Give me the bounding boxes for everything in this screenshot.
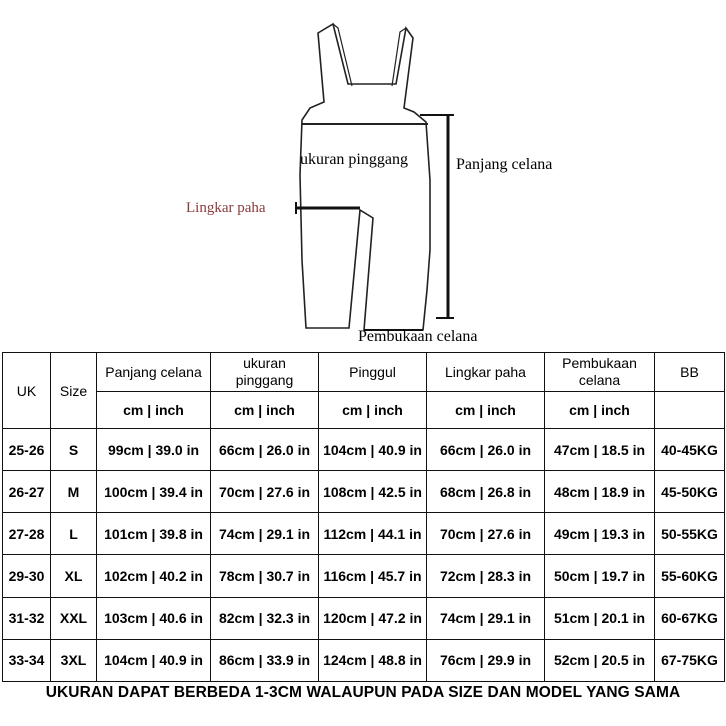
cell-bb: 45-50KG — [655, 471, 725, 513]
cell-length: 102cm | 40.2 in — [97, 555, 211, 597]
unit-row — [3, 392, 725, 429]
cell-size: XXL — [51, 597, 97, 639]
cell-hem: 48cm | 18.9 in — [545, 471, 655, 513]
cell-hem: 50cm | 19.7 in — [545, 555, 655, 597]
cell-length: 99cm | 39.0 in — [97, 429, 211, 471]
cell-hem: 49cm | 19.3 in — [545, 513, 655, 555]
overalls-outline — [300, 24, 430, 330]
cell-bb: 60-67KG — [655, 597, 725, 639]
cell-length: 100cm | 39.4 in — [97, 471, 211, 513]
cell-hip: 116cm | 45.7 in — [319, 555, 427, 597]
cell-thigh: 68cm | 26.8 in — [427, 471, 545, 513]
length-label: Panjang celana — [456, 156, 553, 173]
cell-bb: 55-60KG — [655, 555, 725, 597]
cell-hip: 104cm | 40.9 in — [319, 429, 427, 471]
cell-waist: 66cm | 26.0 in — [211, 429, 319, 471]
disclaimer-footer: UKURAN DAPAT BERBEDA 1-3CM WALAUPUN PADA SIZE DAN MODEL YANG SAMA — [45, 684, 681, 701]
header-size: Size — [51, 353, 97, 429]
cell-length: 103cm | 40.6 in — [97, 597, 211, 639]
cell-uk: 25-26 — [3, 429, 51, 471]
cell-thigh: 70cm | 27.6 in — [427, 513, 545, 555]
waist-label: ukuran pinggang — [300, 151, 408, 168]
hem-label: Pembukaan celana — [358, 328, 478, 345]
overalls-diagram — [0, 0, 726, 352]
cell-uk: 33-34 — [3, 639, 51, 681]
cell-hip: 112cm | 44.1 in — [319, 513, 427, 555]
unit-cell: cm | inch — [211, 392, 319, 429]
cell-uk: 29-30 — [3, 555, 51, 597]
header-waist: ukuran pinggang — [211, 353, 319, 392]
cell-waist: 74cm | 29.1 in — [211, 513, 319, 555]
cell-uk: 27-28 — [3, 513, 51, 555]
cell-hem: 51cm | 20.1 in — [545, 597, 655, 639]
cell-bb: 67-75KG — [655, 639, 725, 681]
table-row — [3, 597, 725, 639]
unit-cell: cm | inch — [97, 392, 211, 429]
cell-thigh: 76cm | 29.9 in — [427, 639, 545, 681]
table-row — [3, 639, 725, 681]
header-bb: BB — [655, 353, 725, 392]
cell-length: 101cm | 39.8 in — [97, 513, 211, 555]
table-row — [3, 471, 725, 513]
table-row — [3, 513, 725, 555]
cell-waist: 70cm | 27.6 in — [211, 471, 319, 513]
cell-thigh: 66cm | 26.0 in — [427, 429, 545, 471]
cell-bb: 50-55KG — [655, 513, 725, 555]
cell-thigh: 74cm | 29.1 in — [427, 597, 545, 639]
cell-hem: 52cm | 20.5 in — [545, 639, 655, 681]
cell-hip: 108cm | 42.5 in — [319, 471, 427, 513]
cell-length: 104cm | 40.9 in — [97, 639, 211, 681]
header-uk: UK — [3, 353, 51, 429]
unit-cell: cm | inch — [545, 392, 655, 429]
header-row — [3, 353, 725, 392]
header-thigh: Lingkar paha — [427, 353, 545, 392]
header-hem: Pembukaan celana — [545, 353, 655, 392]
cell-hem: 47cm | 18.5 in — [545, 429, 655, 471]
cell-thigh: 72cm | 28.3 in — [427, 555, 545, 597]
cell-size: 3XL — [51, 639, 97, 681]
unit-cell — [655, 392, 725, 429]
cell-hip: 120cm | 47.2 in — [319, 597, 427, 639]
cell-size: S — [51, 429, 97, 471]
cell-waist: 86cm | 33.9 in — [211, 639, 319, 681]
table-row — [3, 429, 725, 471]
cell-uk: 31-32 — [3, 597, 51, 639]
cell-size: M — [51, 471, 97, 513]
cell-size: XL — [51, 555, 97, 597]
cell-waist: 82cm | 32.3 in — [211, 597, 319, 639]
table-row — [3, 555, 725, 597]
cell-bb: 40-45KG — [655, 429, 725, 471]
size-chart-table — [2, 352, 725, 682]
cell-uk: 26-27 — [3, 471, 51, 513]
cell-hip: 124cm | 48.8 in — [319, 639, 427, 681]
unit-cell: cm | inch — [319, 392, 427, 429]
thigh-label: Lingkar paha — [186, 200, 266, 216]
cell-waist: 78cm | 30.7 in — [211, 555, 319, 597]
overalls-illustration — [0, 0, 726, 352]
header-hip: Pinggul — [319, 353, 427, 392]
unit-cell: cm | inch — [427, 392, 545, 429]
cell-size: L — [51, 513, 97, 555]
header-length: Panjang celana — [97, 353, 211, 392]
